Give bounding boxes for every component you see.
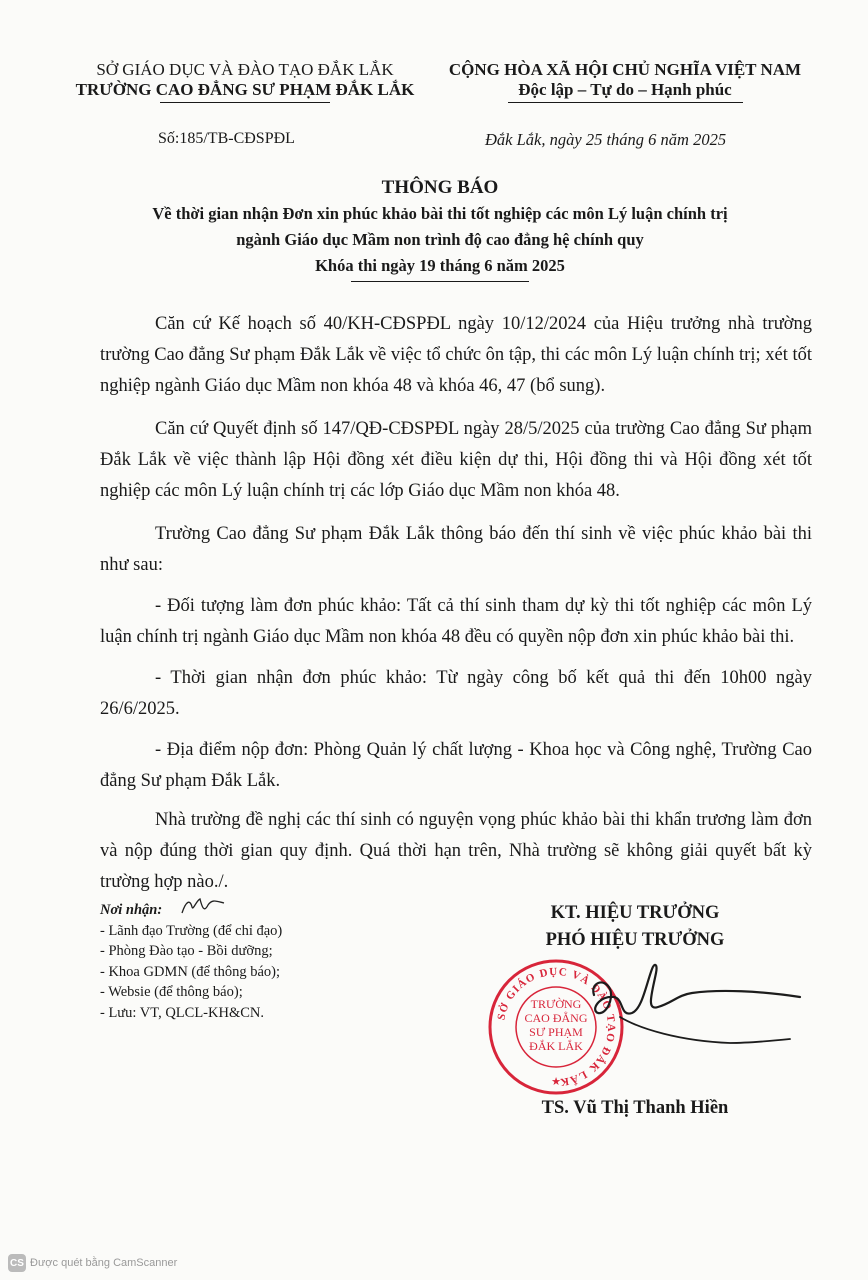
- signer-title: [500, 900, 770, 954]
- body-paragraph-2: Căn cứ Quyết định số 147/QĐ-CĐSPĐL ngày 28/5/2025 của trường Cao đẳng Sư phạm Đắk Lắk về việc thành lập Hội đồng xét điều kiện dự thi, Hội đồng thi và Hội đồng xét tốt nghiệp các môn Lý luận chính trị các lớp Giáo dục Mầm non khóa 48.: [100, 419, 812, 501]
- stamp-line: CAO ĐẲNG: [524, 1011, 588, 1025]
- doc-date: Đắk Lắk, ngày 25 tháng 6 năm 2025: [485, 130, 727, 149]
- stamp-line: TRƯỜNG: [530, 997, 582, 1011]
- title-line1: Về thời gian nhận Đơn xin phúc khảo bài thi tốt nghiệp các môn Lý luận chính trị: [152, 204, 728, 223]
- recipients-title: Nơi nhận:: [100, 902, 163, 918]
- country-name: CỘNG HÒA XÃ HỘI CHỦ NGHĨA VIỆT NAM: [448, 60, 802, 79]
- camscanner-logo-icon: CS: [8, 1254, 26, 1272]
- notice-title: [60, 175, 820, 282]
- recipient-item: - Lãnh đạo Trường (để chỉ đạo): [100, 922, 283, 939]
- handwritten-signature: [580, 955, 820, 1065]
- motto-underline: [508, 102, 743, 103]
- signer-title-line2: PHÓ HIỆU TRƯỞNG: [545, 930, 725, 950]
- school-name: TRƯỜNG CAO ĐẲNG SƯ PHẠM ĐẮK LẮK: [75, 80, 415, 99]
- body-paragraph-6: - Địa điểm nộp đơn: Phòng Quản lý chất lượng - Khoa học và Công nghệ, Trường Cao đẳng Sư phạm Đắk Lắk.: [100, 740, 812, 791]
- signer-title-line1: KT. HIỆU TRƯỞNG: [550, 903, 720, 923]
- stamp-line: SƯ PHẠM: [529, 1025, 583, 1039]
- scanner-text: Được quét bằng CamScanner: [30, 1257, 178, 1269]
- signer-name: TS. Vũ Thị Thanh Hiền: [541, 1098, 729, 1118]
- header-left: [55, 60, 435, 103]
- motto: Độc lập – Tự do – Hạnh phúc: [518, 80, 732, 99]
- stamp-ring-text: SỞ GIÁO DỤC VÀ ĐÀO TẠO ĐẮK LẮK: [495, 965, 618, 1089]
- scanner-watermark: [8, 1254, 177, 1272]
- ministry-name: SỞ GIÁO DỤC VÀ ĐÀO TẠO ĐẮK LẮK: [96, 60, 394, 79]
- recipient-item: - Khoa GDMN (để thông báo);: [100, 963, 281, 980]
- body-paragraph-7: Nhà trường đề nghị các thí sinh có nguyện vọng phúc khảo bài thi khẩn trương làm đơn và nộp đúng thời gian quy định. Quá thời hạn trên, Nhà trường sẽ không giải quyết bất kỳ trường hợp nào./.: [100, 810, 812, 892]
- title-main: THÔNG BÁO: [381, 177, 499, 198]
- school-underline: [160, 102, 330, 103]
- title-underline: [351, 281, 529, 282]
- doc-number: Số:185/TB-CĐSPĐL: [158, 130, 295, 147]
- stamp-line: ĐẮK LẮK: [529, 1039, 583, 1053]
- notice-body: [100, 309, 812, 898]
- initials-scribble: [178, 895, 228, 919]
- recipient-item: - Lưu: VT, QLCL-KH&CN.: [100, 1004, 264, 1021]
- title-line3: Khóa thi ngày 19 tháng 6 năm 2025: [315, 256, 565, 275]
- title-line2: ngành Giáo dục Mầm non trình độ cao đẳng hệ chính quy: [236, 230, 644, 249]
- body-paragraph-5: - Thời gian nhận đơn phúc khảo: Từ ngày công bố kết quả thi đến 10h00 ngày 26/6/2025.: [100, 668, 812, 719]
- recipient-item: - Websie (để thông báo);: [100, 984, 243, 1000]
- header-right: [430, 60, 820, 103]
- body-paragraph-1: Căn cứ Kế hoạch số 40/KH-CĐSPĐL ngày 10/12/2024 của Hiệu trưởng nhà trường trường Cao đẳng Sư phạm Đắk Lắk về việc tổ chức ôn tập, thi các môn Lý luận chính trị; xét tốt nghiệp ngành Giáo dục Mầm non khóa 48 và khóa 46, 47 (bổ sung).: [100, 314, 812, 396]
- recipient-item: - Phòng Đào tạo - Bồi dưỡng;: [100, 943, 273, 959]
- body-paragraph-4: - Đối tượng làm đơn phúc khảo: Tất cả thí sinh tham dự kỳ thi tốt nghiệp các môn Lý luận chính trị ngành Giáo dục Mầm non khóa 48 đều có quyền nộp đơn xin phúc khảo bài thi.: [100, 596, 812, 647]
- body-paragraph-3: Trường Cao đẳng Sư phạm Đắk Lắk thông báo đến thí sinh về việc phúc khảo bài thi như sau:: [100, 524, 812, 575]
- stamp-star-icon: ★: [551, 1076, 561, 1088]
